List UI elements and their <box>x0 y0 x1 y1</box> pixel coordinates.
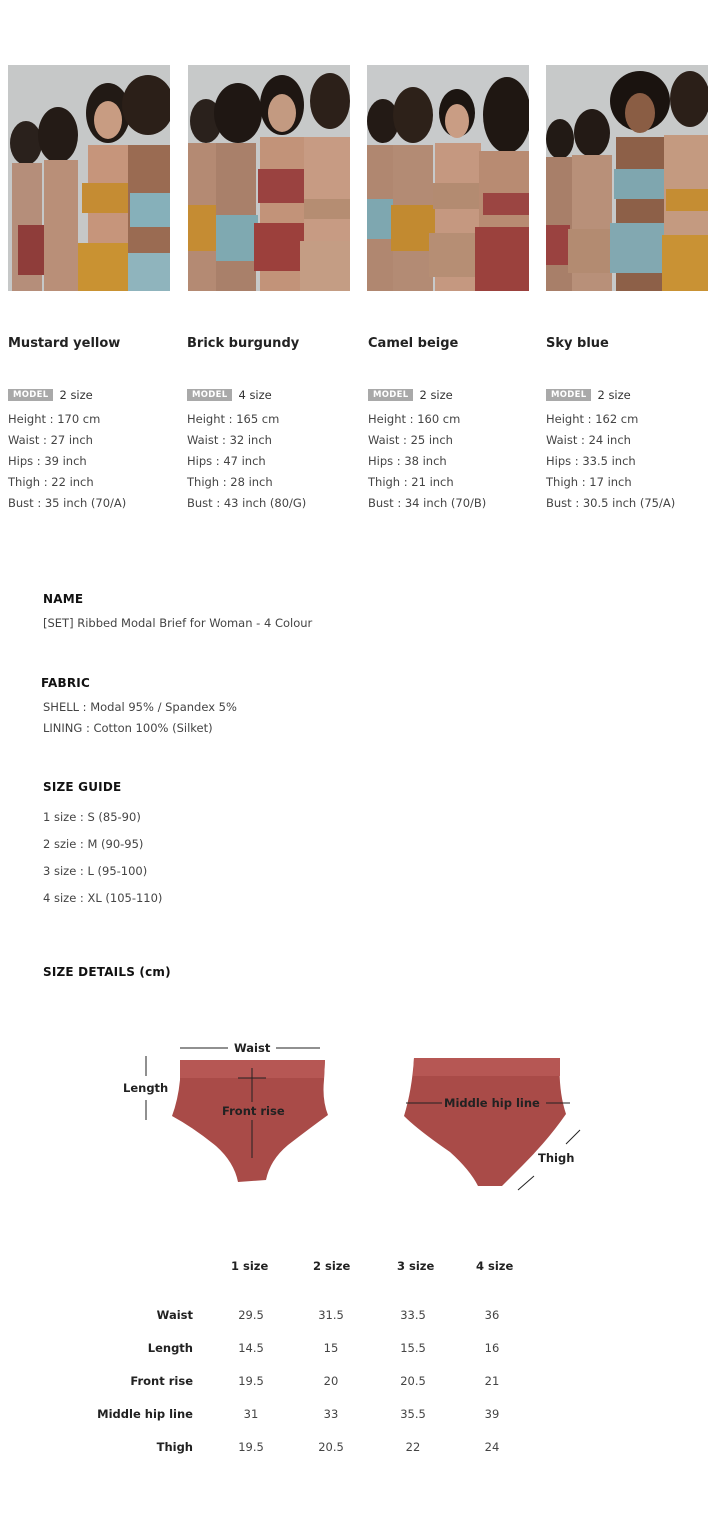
model-badge: MODEL <box>546 389 591 401</box>
model-photo-burgundy <box>188 65 350 291</box>
model-hips: Hips : 38 inch <box>368 454 447 468</box>
size-table-row-label: Front rise <box>130 1374 193 1388</box>
model-bust: Bust : 43 inch (80/G) <box>187 496 307 510</box>
model-waist: Waist : 32 inch <box>187 433 272 447</box>
model-badge: MODEL <box>8 389 53 401</box>
size-table-cell: 29.5 <box>238 1308 264 1322</box>
size-table-header: 3 size <box>397 1259 435 1273</box>
model-height: Height : 165 cm <box>187 412 280 426</box>
model-size: 2 size <box>59 388 93 402</box>
model-size-line <box>187 386 357 404</box>
back-brief-shape <box>404 1058 566 1186</box>
size-table-cell: 21 <box>484 1374 500 1388</box>
model-stats <box>368 409 538 514</box>
size-guide-line: 4 size : XL (105-110) <box>43 891 163 905</box>
diagram-label-waist: Waist <box>234 1041 271 1055</box>
size-table-cell: 14.5 <box>238 1341 264 1355</box>
model-thigh: Thigh : 21 inch <box>368 475 454 489</box>
size-details-title: SIZE DETAILS (cm) <box>43 965 171 979</box>
size-guide-title: SIZE GUIDE <box>43 780 122 794</box>
fabric-section-title: FABRIC <box>41 676 90 690</box>
model-group-illustration <box>367 65 529 291</box>
model-photo-camel <box>367 65 529 291</box>
model-info-camel <box>368 336 538 514</box>
model-waist: Waist : 27 inch <box>8 433 93 447</box>
model-hips: Hips : 47 inch <box>187 454 266 468</box>
model-stats <box>187 409 357 514</box>
size-table-row-label: Middle hip line <box>97 1407 193 1421</box>
model-thigh: Thigh : 28 inch <box>187 475 273 489</box>
size-table-cell: 20.5 <box>400 1374 426 1388</box>
size-table-cell: 39 <box>484 1407 500 1421</box>
model-group-illustration <box>8 65 170 291</box>
model-thigh: Thigh : 17 inch <box>546 475 632 489</box>
model-size-line <box>368 386 538 404</box>
model-height: Height : 160 cm <box>368 412 461 426</box>
model-height: Height : 170 cm <box>8 412 101 426</box>
size-table-cell: 15.5 <box>400 1341 426 1355</box>
size-guide-line: 1 size : S (85-90) <box>43 810 141 824</box>
fabric-lining: LINING : Cotton 100% (Silket) <box>43 721 213 735</box>
model-size: 4 size <box>238 388 272 402</box>
model-info-mustard <box>8 336 178 514</box>
size-table-cell: 33 <box>323 1407 339 1421</box>
model-bust: Bust : 35 inch (70/A) <box>8 496 127 510</box>
model-info-skyblue <box>546 336 716 514</box>
size-table-cell: 19.5 <box>238 1440 264 1454</box>
model-bust: Bust : 30.5 inch (75/A) <box>546 496 676 510</box>
model-hips: Hips : 39 inch <box>8 454 87 468</box>
model-photo-skyblue <box>546 65 708 291</box>
size-table-row-label: Length <box>147 1341 193 1355</box>
model-colour-name: Sky blue <box>546 336 609 351</box>
model-badge: MODEL <box>368 389 413 401</box>
model-colour-name: Brick burgundy <box>187 336 300 351</box>
diagram-label-length: Length <box>123 1081 169 1095</box>
model-colour-name: Camel beige <box>368 336 459 351</box>
diagram-label-thigh: Thigh <box>538 1151 575 1165</box>
size-table-cell: 36 <box>484 1308 500 1322</box>
model-badge: MODEL <box>187 389 232 401</box>
size-table-cell: 31.5 <box>318 1308 344 1322</box>
size-table-header: 2 size <box>313 1259 351 1273</box>
model-bust: Bust : 34 inch (70/B) <box>368 496 487 510</box>
model-colour-name: Mustard yellow <box>8 336 121 351</box>
size-guide-line: 2 szie : M (90-95) <box>43 837 144 851</box>
diagram-label-front-rise: Front rise <box>222 1104 285 1118</box>
size-table-header: 1 size <box>231 1259 269 1273</box>
fabric-shell: SHELL : Modal 95% / Spandex 5% <box>43 700 237 714</box>
back-brief-diagram <box>400 1050 600 1195</box>
model-stats <box>546 409 716 514</box>
name-section-title: NAME <box>43 592 84 606</box>
size-table-row-label: Waist <box>156 1308 193 1322</box>
back-brief-waistband <box>413 1058 560 1076</box>
model-group-illustration <box>188 65 350 291</box>
size-table-cell: 22 <box>405 1440 421 1454</box>
size-table-cell: 31 <box>243 1407 259 1421</box>
size-table-cell: 35.5 <box>400 1407 426 1421</box>
size-table-cell: 20.5 <box>318 1440 344 1454</box>
model-size: 2 size <box>597 388 631 402</box>
model-waist: Waist : 25 inch <box>368 433 453 447</box>
size-table-cell: 19.5 <box>238 1374 264 1388</box>
model-size: 2 size <box>419 388 453 402</box>
model-group-illustration <box>546 65 708 291</box>
size-table-cell: 20 <box>323 1374 339 1388</box>
size-guide-line: 3 size : L (95-100) <box>43 864 148 878</box>
size-table-cell: 16 <box>484 1341 500 1355</box>
product-name: [SET] Ribbed Modal Brief for Woman - 4 Colour <box>43 616 313 630</box>
model-stats <box>8 409 178 514</box>
model-waist: Waist : 24 inch <box>546 433 631 447</box>
model-info-burgundy <box>187 336 357 514</box>
size-table-header: 4 size <box>476 1259 514 1273</box>
model-size-line <box>546 386 716 404</box>
model-size-line <box>8 386 178 404</box>
size-table-cell: 15 <box>323 1341 339 1355</box>
model-thigh: Thigh : 22 inch <box>8 475 94 489</box>
model-photo-mustard <box>8 65 170 291</box>
size-table-row-label: Thigh <box>156 1440 193 1454</box>
model-height: Height : 162 cm <box>546 412 639 426</box>
model-hips: Hips : 33.5 inch <box>546 454 636 468</box>
diagram-label-middle-hip-line: Middle hip line <box>444 1096 540 1110</box>
size-table-cell: 33.5 <box>400 1308 426 1322</box>
size-table-cell: 24 <box>484 1440 500 1454</box>
